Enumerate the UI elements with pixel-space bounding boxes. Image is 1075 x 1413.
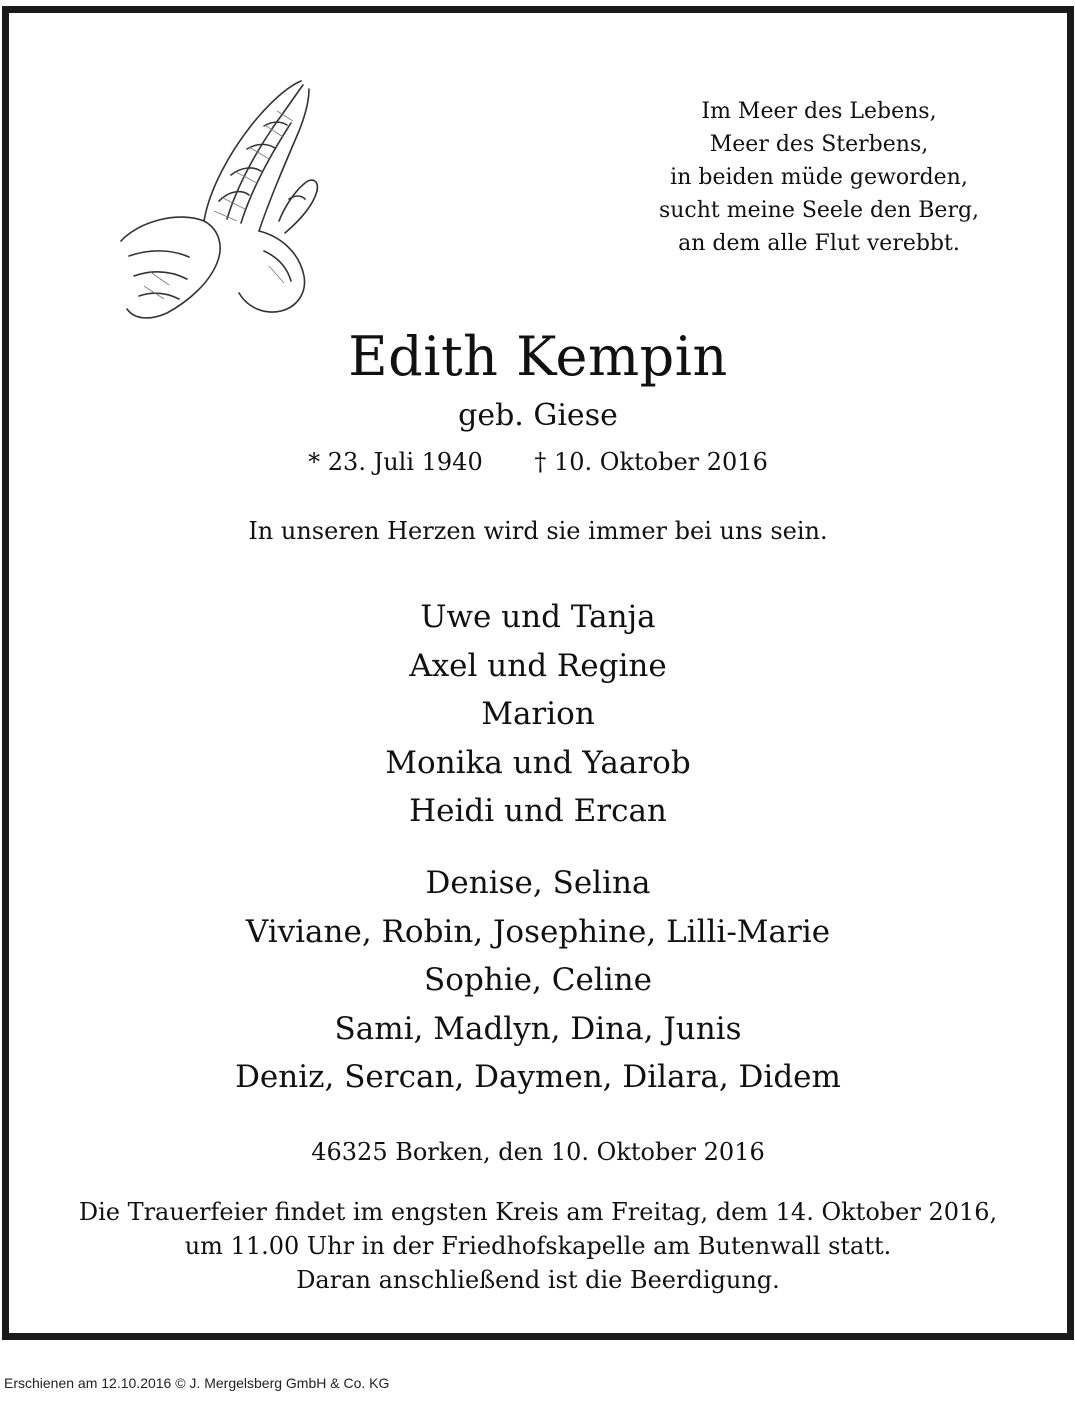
obituary-frame [2, 6, 1074, 1340]
funeral-info [9, 1195, 1067, 1297]
funeral-line: Die Trauerfeier findet im engsten Kreis am Freitag, dem 14. Oktober 2016, [78, 1198, 998, 1226]
deceased-name: Edith Kempin [348, 325, 728, 388]
family-member: Monika und Yaarob [385, 744, 691, 781]
family-member: Axel und Regine [409, 647, 667, 684]
poem-line: sucht meine Seele den Berg, [658, 198, 980, 223]
place-date: 46325 Borken, den 10. Oktober 2016 [311, 1138, 765, 1166]
memorial-quote: In unseren Herzen wird sie immer bei uns sein. [248, 517, 828, 545]
funeral-line: Daran anschließend ist die Beerdigung. [296, 1266, 780, 1294]
poem-line: in beiden müde geworden, [670, 165, 968, 190]
family-member: Uwe und Tanja [420, 599, 656, 635]
birth-name: geb. Giese [458, 398, 618, 433]
poem-line: an dem alle Flut verebbt. [678, 231, 960, 256]
grandchildren-line: Viviane, Robin, Josephine, Lilli-Marie [245, 913, 831, 950]
poem [639, 95, 999, 260]
grandchildren-line: Deniz, Sercan, Daymen, Dilara, Didem [235, 1059, 841, 1095]
praying-hands-icon [109, 71, 329, 331]
grandchildren-line: Sophie, Celine [424, 962, 652, 998]
death-date: † 10. Oktober 2016 [534, 448, 768, 476]
grandchildren-list [9, 859, 1067, 1102]
poem-line: Meer des Sterbens, [709, 132, 929, 157]
family-member: Heidi und Ercan [409, 793, 667, 829]
grandchildren-line: Denise, Selina [425, 865, 651, 901]
grandchildren-line: Sami, Madlyn, Dina, Junis [334, 1010, 742, 1047]
family-member: Marion [481, 696, 595, 732]
birth-date: * 23. Juli 1940 [308, 448, 483, 476]
life-dates [9, 448, 1067, 476]
publication-footer: Erschienen am 12.10.2016 © J. Mergelsberg GmbH & Co. KG [4, 1375, 390, 1391]
family-list [9, 593, 1067, 836]
funeral-line: um 11.00 Uhr in der Friedhofskapelle am Butenwall statt. [184, 1232, 892, 1260]
poem-line: Im Meer des Lebens, [701, 99, 937, 124]
